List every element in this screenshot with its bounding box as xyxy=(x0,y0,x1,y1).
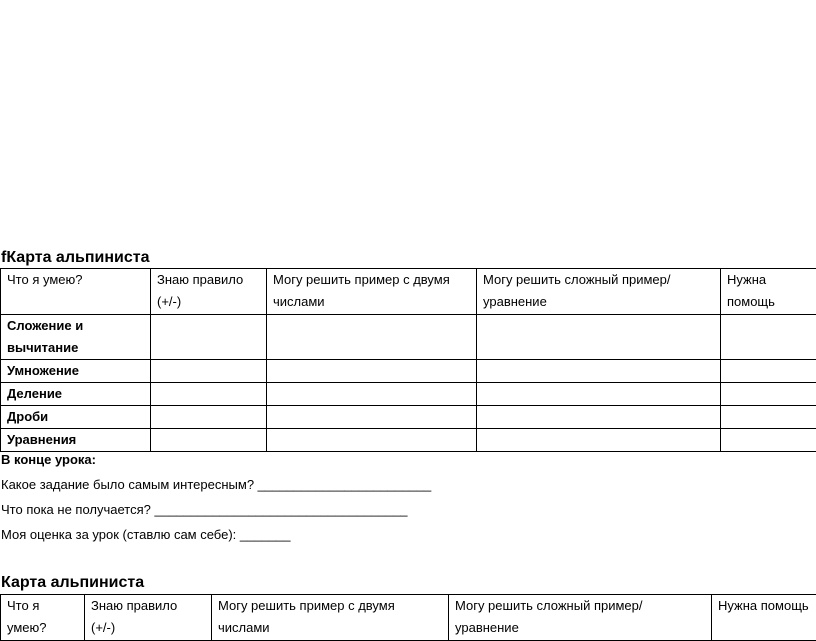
skills-table-2 xyxy=(0,594,816,641)
cell-input[interactable] xyxy=(721,406,816,429)
sheet1-title: fКарта альпиниста xyxy=(1,248,149,268)
cell-input[interactable] xyxy=(267,360,477,383)
cell-input[interactable] xyxy=(721,429,816,452)
header-complex: Могу решить сложный пример/уравнение xyxy=(477,269,721,315)
cell-input[interactable] xyxy=(267,429,477,452)
sheet2-title: Карта альпиниста xyxy=(1,573,144,593)
cell-input[interactable] xyxy=(721,360,816,383)
row-label: Уравнения xyxy=(1,429,151,452)
header-know-rule: Знаю правило (+/-) xyxy=(151,269,267,315)
cell-input[interactable] xyxy=(477,383,721,406)
cell-input[interactable] xyxy=(267,383,477,406)
row-label: Деление xyxy=(1,383,151,406)
cell-input[interactable] xyxy=(151,315,267,360)
cell-input[interactable] xyxy=(477,315,721,360)
table-row xyxy=(1,383,816,406)
header-two-numbers: Могу решить пример с двумя числами xyxy=(212,595,449,641)
header-need-help: Нужна помощь xyxy=(721,269,816,315)
header-skill: Что я умею? xyxy=(1,269,151,315)
cell-input[interactable] xyxy=(267,406,477,429)
reflection-heading: В конце урока: xyxy=(1,450,96,470)
table-header-row xyxy=(1,269,816,315)
row-label: Умножение xyxy=(1,360,151,383)
cell-input[interactable] xyxy=(477,406,721,429)
cell-input[interactable] xyxy=(151,383,267,406)
reflection-question-3: Моя оценка за урок (ставлю сам себе): _______ xyxy=(1,525,291,545)
cell-input[interactable] xyxy=(721,315,816,360)
table-row xyxy=(1,429,816,452)
header-complex: Могу решить сложный пример/уравнение xyxy=(449,595,712,641)
header-know-rule: Знаю правило (+/-) xyxy=(85,595,212,641)
cell-input[interactable] xyxy=(151,360,267,383)
table-row xyxy=(1,406,816,429)
cell-input[interactable] xyxy=(267,315,477,360)
table-row xyxy=(1,360,816,383)
table-header-row xyxy=(1,595,816,641)
header-need-help: Нужна помощь xyxy=(712,595,816,641)
cell-input[interactable] xyxy=(151,406,267,429)
table-row xyxy=(1,315,816,360)
cell-input[interactable] xyxy=(721,383,816,406)
skills-table-1 xyxy=(0,268,816,452)
reflection-question-1: Какое задание было самым интересным? ________________________ xyxy=(1,475,431,495)
row-label: Сложение и вычитание xyxy=(1,315,151,360)
cell-input[interactable] xyxy=(477,360,721,383)
header-two-numbers: Могу решить пример с двумя числами xyxy=(267,269,477,315)
reflection-question-2: Что пока не получается? ___________________________________ xyxy=(1,500,408,520)
header-skill: Что я умею? xyxy=(1,595,85,641)
row-label: Дроби xyxy=(1,406,151,429)
cell-input[interactable] xyxy=(477,429,721,452)
cell-input[interactable] xyxy=(151,429,267,452)
